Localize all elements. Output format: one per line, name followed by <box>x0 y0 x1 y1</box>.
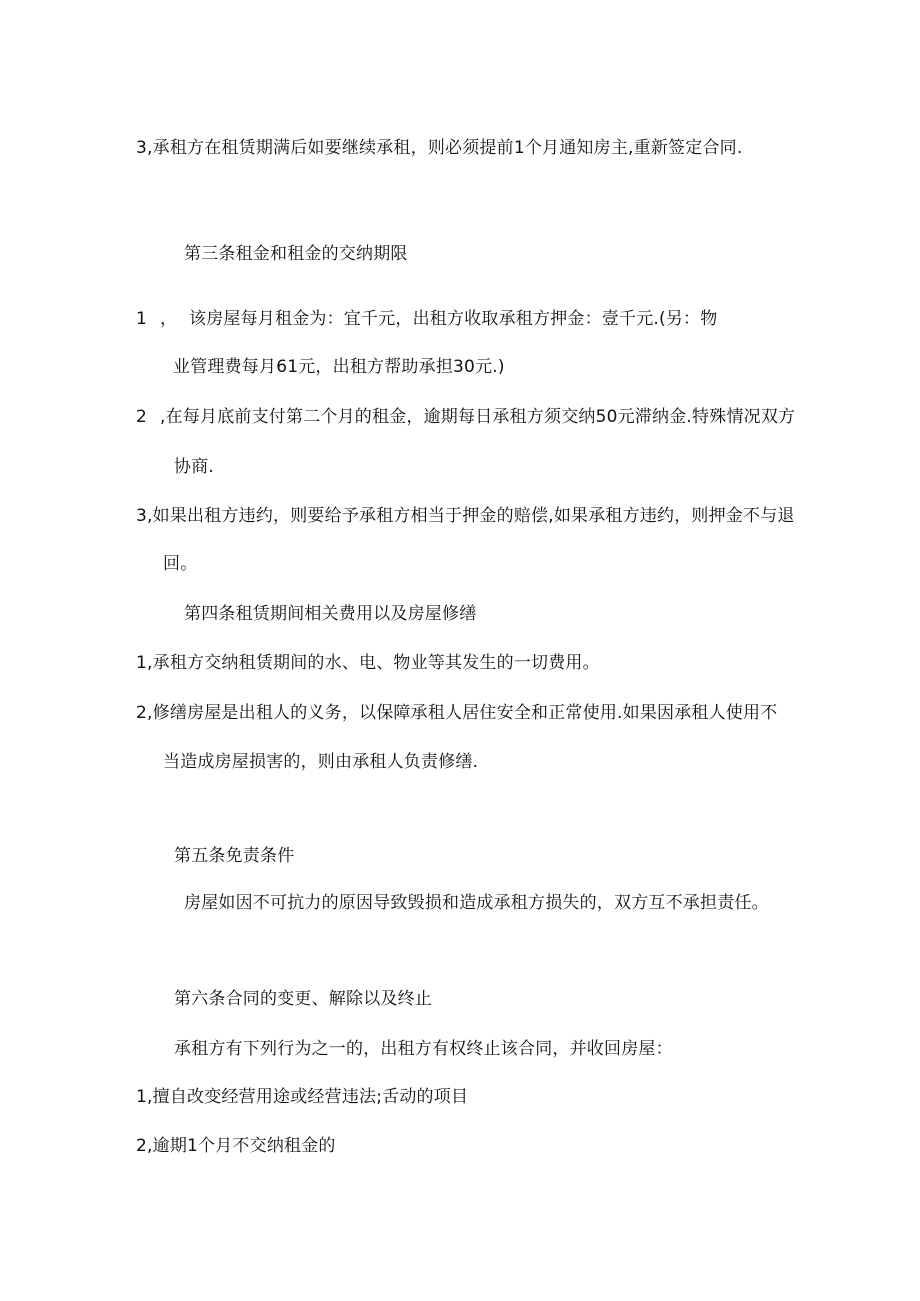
clause-3-item-1-number: 1 <box>136 309 148 329</box>
clause-3-item-2-number: 2 <box>136 407 148 427</box>
clause-6-item-2: 2,逾期1个月不交纳租金的 <box>136 1136 336 1156</box>
clause-3-item-2-continuation: 协商. <box>174 457 215 477</box>
clause-3-item-1-continuation: 业管理费每月61元，出租方帮助承担30元.) <box>173 357 505 377</box>
clause-4-item-2: 2,修缮房屋是出租人的义务，以保障承租人居住安全和正常使用.如果因承租人使用不 <box>136 703 778 723</box>
article-4-heading: 第四条租赁期间相关费用以及房屋修缮 <box>184 604 477 624</box>
clause-6-item-1: 1,擅自改变经营用途或经营违法;舌动的项目 <box>136 1087 469 1107</box>
article-3-heading: 第三条租金和租金的交纳期限 <box>184 244 408 264</box>
clause-3-item-3-continuation: 回。 <box>163 554 198 574</box>
article-6-heading: 第六条合同的变更、解除以及终止 <box>174 989 432 1009</box>
clause-3-item-2-text: ,在每月底前支付第二个月的租金，逾期每日承租方须交纳50元滞纳金.特殊情况双方 <box>160 407 796 427</box>
clause-4-item-1: 1,承租方交纳租赁期间的水、电、物业等其发生的一切费用。 <box>136 653 600 673</box>
article-5-heading: 第五条免责条件 <box>174 846 295 866</box>
clause-5-text: 房屋如因不可抗力的原因导致毁损和造成承租方损失的，双方互不承担责任。 <box>184 893 769 913</box>
clause-6-intro: 承租方有下列行为之一的，出租方有权终止该合同，并收回房屋： <box>174 1039 673 1059</box>
clause-3-item-1-comma: ， <box>160 309 178 329</box>
clause-3-item-3: 3,如果出租方违约，则要给予承租方相当于押金的赔偿,如果承租方违约，则押金不与退 <box>136 506 795 526</box>
clause-2-item-3: 3,承租方在租赁期满后如要继续承租，则必须提前1个月通知房主,重新签定合同. <box>136 138 743 158</box>
clause-4-item-2-continuation: 当造成房屋损害的，则由承租人负责修缮. <box>163 752 479 772</box>
clause-3-item-1-text: 该房屋每月租金为：宜千元，出租方收取承租方押金：壹千元.(另：物 <box>189 309 718 329</box>
